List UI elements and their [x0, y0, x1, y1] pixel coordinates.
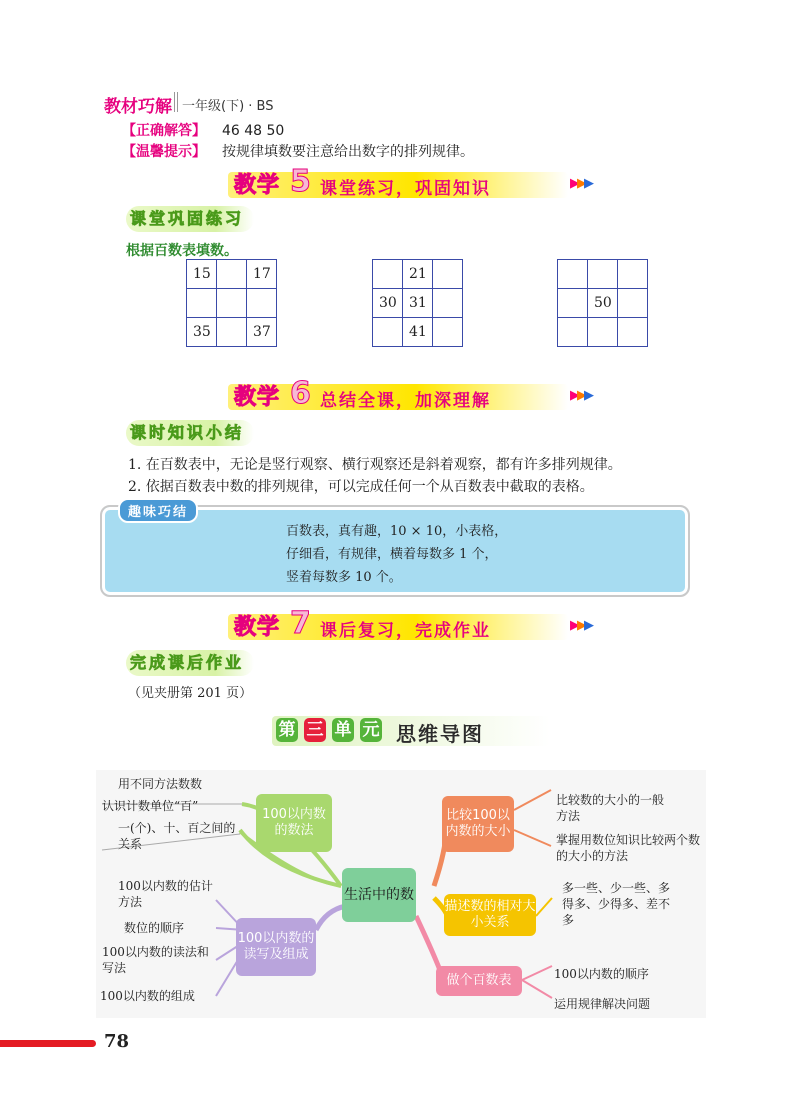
step-label: 教学 [234, 615, 281, 640]
number-grid-2 [372, 259, 463, 347]
tip-label: 【温馨提示】 [122, 144, 206, 160]
grid-cell: 35 [187, 318, 217, 347]
grid-cell [618, 260, 648, 289]
leaf-table-1: 100以内数的顺序 [554, 967, 649, 981]
leaf-compare-2: 掌握用数位知识比较两个数的大小的方法 [556, 833, 701, 863]
grid-cell [217, 289, 247, 318]
grid-cell [558, 318, 588, 347]
book-brand: 教材巧解 [104, 97, 172, 117]
grid-cell [558, 289, 588, 318]
arrows-icon: ▶▶▶ [570, 618, 591, 633]
answer-text: 46 48 50 [222, 123, 285, 139]
leaf-describe-1: 多一些、少一些、多得多、少得多、差不多 [562, 881, 671, 927]
title-rest: 思维导图 [396, 722, 484, 746]
mindmap-title [272, 712, 552, 748]
title-char: 单 [332, 718, 354, 742]
subheading-summary: 课时知识小结 [126, 420, 254, 446]
grid-cell: 21 [403, 260, 433, 289]
step-7-banner [228, 606, 608, 644]
step-5-banner [228, 164, 608, 202]
subheading-homework: 完成课后作业 [126, 650, 254, 676]
grid-cell: 37 [247, 318, 277, 347]
exercise-instruction: 根据百数表填数。 [126, 243, 238, 259]
step-title: 课后复习，完成作业 [320, 621, 491, 641]
grid-cell: 31 [403, 289, 433, 318]
grid-cell [558, 260, 588, 289]
poem-line-2: 仔细看，有规律，横着每数多 1 个， [286, 547, 498, 562]
title-char: 三 [304, 718, 326, 742]
grid-cell [618, 318, 648, 347]
branch-describe: 描述数的相对大小关系 [444, 894, 536, 936]
grid-cell [247, 289, 277, 318]
branch-table: 做个百数表 [436, 966, 522, 996]
grid-cell: 50 [588, 289, 618, 318]
grade-label: 一年级(下) · BS [182, 99, 274, 114]
leaf-readwrite-2: 数位的顺序 [124, 921, 185, 935]
title-char: 第 [276, 718, 298, 742]
header-divider [174, 92, 178, 112]
grid-cell: 30 [373, 289, 403, 318]
grid-cell [373, 318, 403, 347]
leaf-compare-1: 比较数的大小的一般方法 [556, 793, 665, 823]
answer-label: 【正确解答】 [122, 123, 206, 139]
arrows-icon: ▶▶▶ [570, 176, 591, 191]
branch-counting: 100以内数的数法 [256, 794, 332, 852]
branch-compare: 比较100以内数的大小 [442, 796, 514, 852]
homework-note: （见夹册第 201 页） [128, 686, 253, 701]
answer-row [122, 120, 284, 140]
title-char: 元 [360, 718, 382, 742]
grid-cell [618, 289, 648, 318]
branch-read-write: 100以内数的读写及组成 [236, 918, 316, 976]
grid-cell: 17 [247, 260, 277, 289]
mindmap [96, 770, 706, 1018]
summary-line-2: 2. 依据百数表中数的排列规律，可以完成任何一个从百数表中截取的表格。 [128, 479, 594, 495]
tip-row [122, 141, 474, 161]
page-number: 78 [104, 1031, 130, 1052]
grid-cell [433, 260, 463, 289]
subheading-practice: 课堂巩固练习 [126, 206, 254, 232]
leaf-readwrite-4: 100以内数的组成 [100, 989, 195, 1003]
step-title: 课堂练习，巩固知识 [320, 179, 491, 199]
mindmap-center-node: 生活中的数 [342, 868, 416, 922]
leaf-counting-1: 用不同方法数数 [118, 777, 203, 791]
grid-cell [433, 318, 463, 347]
grid-cell: 15 [187, 260, 217, 289]
step-number: 6 [290, 376, 311, 411]
grid-cell [588, 318, 618, 347]
leaf-readwrite-1: 100以内数的估计方法 [118, 879, 213, 909]
arrows-icon: ▶▶▶ [570, 388, 591, 403]
step-label: 教学 [234, 385, 281, 410]
number-grid-1 [186, 259, 277, 347]
leaf-counting-2: 认识计数单位“百” [102, 799, 199, 813]
step-title: 总结全课，加深理解 [320, 391, 491, 411]
poem-line-1: 百数表，真有趣，10 × 10，小表格， [286, 524, 508, 539]
number-grid-3 [557, 259, 648, 347]
summary-line-1: 1. 在百数表中，无论是竖行观察、横行观察还是斜着观察，都有许多排列规律。 [128, 457, 622, 473]
fun-summary-tag: 趣味巧结 [118, 498, 198, 523]
step-6-banner [228, 376, 608, 414]
grid-cell [217, 318, 247, 347]
step-number: 7 [290, 606, 311, 641]
tip-text: 按规律填数要注意给出数字的排列规律。 [222, 144, 474, 160]
page-footer-bar [0, 1040, 96, 1047]
step-number: 5 [290, 164, 311, 199]
step-label: 教学 [234, 173, 281, 198]
grid-cell [187, 289, 217, 318]
leaf-table-2: 运用规律解决问题 [554, 997, 651, 1011]
grid-cell [588, 260, 618, 289]
grid-cell [433, 289, 463, 318]
poem-line-3: 竖着每数多 10 个。 [286, 570, 402, 585]
grid-cell: 41 [403, 318, 433, 347]
grid-cell [217, 260, 247, 289]
leaf-readwrite-3: 100以内数的读法和写法 [102, 945, 209, 975]
grid-cell [373, 260, 403, 289]
leaf-counting-3: 一(个)、十、百之间的关系 [118, 821, 236, 851]
